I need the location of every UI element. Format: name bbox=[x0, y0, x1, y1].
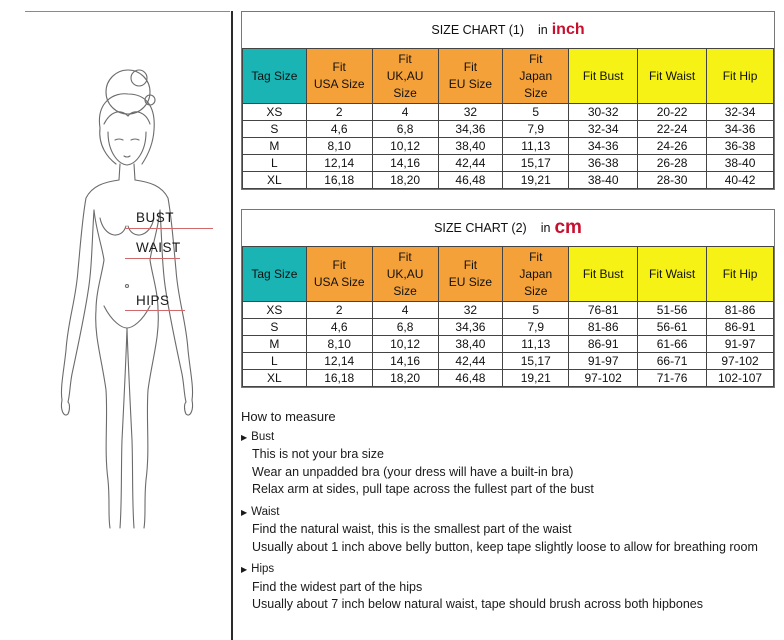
header-tag-size: Tag Size bbox=[243, 247, 307, 302]
table-cell: 11,13 bbox=[503, 336, 569, 353]
table-cell: 81-86 bbox=[569, 319, 638, 336]
table-cell: 8,10 bbox=[306, 336, 372, 353]
table-cell: 19,21 bbox=[503, 172, 569, 189]
table-cell: 5 bbox=[503, 104, 569, 121]
table-row bbox=[243, 104, 774, 121]
measure-bust-heading: ▶ Bust bbox=[241, 430, 275, 443]
table-cell: 34-36 bbox=[707, 121, 774, 138]
table-cell: 20-22 bbox=[638, 104, 707, 121]
table-cell: 12,14 bbox=[306, 353, 372, 370]
table-cell: 38-40 bbox=[707, 155, 774, 172]
table-cell: 10,12 bbox=[372, 336, 438, 353]
table-cell: 5 bbox=[503, 302, 569, 319]
table-cell: 18,20 bbox=[372, 172, 438, 189]
table-cell: 30-32 bbox=[569, 104, 638, 121]
table-cell: 81-86 bbox=[707, 302, 774, 319]
table-cell: 71-76 bbox=[638, 370, 707, 387]
table-row bbox=[243, 138, 774, 155]
table-cell: XL bbox=[243, 370, 307, 387]
header-fit-bust: Fit Bust bbox=[569, 247, 638, 302]
table-cell: 38-40 bbox=[569, 172, 638, 189]
measure-line: Usually about 1 inch above belly button, keep tape slightly loose to allow for breathing room bbox=[252, 539, 758, 554]
table-cell: 15,17 bbox=[503, 155, 569, 172]
size-table bbox=[242, 246, 774, 387]
table-cell: XL bbox=[243, 172, 307, 189]
table-cell: XS bbox=[243, 302, 307, 319]
table-row bbox=[243, 172, 774, 189]
vertical-divider bbox=[231, 11, 233, 640]
header-uk-au-size: Fit UK,AU Size bbox=[372, 247, 438, 302]
table-cell: 28-30 bbox=[638, 172, 707, 189]
table-cell: 14,16 bbox=[372, 155, 438, 172]
table-row bbox=[243, 155, 774, 172]
size-chart-inch bbox=[241, 11, 775, 190]
table-cell: 42,44 bbox=[438, 353, 503, 370]
table-cell: 15,17 bbox=[503, 353, 569, 370]
table-row bbox=[243, 353, 774, 370]
table-cell: L bbox=[243, 353, 307, 370]
top-rule bbox=[25, 11, 230, 12]
table-cell: 32 bbox=[438, 302, 503, 319]
table-cell: 14,16 bbox=[372, 353, 438, 370]
table-cell: 91-97 bbox=[707, 336, 774, 353]
hips-label: HIPS bbox=[136, 293, 170, 308]
table-row bbox=[243, 302, 774, 319]
header-usa-size: Fit USA Size bbox=[306, 49, 372, 104]
measure-line: Find the widest part of the hips bbox=[252, 579, 423, 594]
how-to-measure-heading: How to measure bbox=[241, 409, 336, 424]
table-cell: 86-91 bbox=[569, 336, 638, 353]
body-figure-illustration bbox=[38, 60, 218, 530]
header-uk-au-size: Fit UK,AU Size bbox=[372, 49, 438, 104]
header-fit-bust: Fit Bust bbox=[569, 49, 638, 104]
triangle-bullet-icon: ▶ bbox=[241, 565, 248, 574]
table-cell: S bbox=[243, 121, 307, 138]
size-chart-cm bbox=[241, 209, 775, 388]
table-cell: S bbox=[243, 319, 307, 336]
header-row bbox=[243, 247, 774, 302]
waist-indicator-line bbox=[125, 258, 180, 259]
table-cell: 7,9 bbox=[503, 319, 569, 336]
table-cell: 76-81 bbox=[569, 302, 638, 319]
measure-line: This is not your bra size bbox=[252, 447, 384, 461]
table-cell: 24-26 bbox=[638, 138, 707, 155]
table-cell: 97-102 bbox=[569, 370, 638, 387]
header-fit-hip: Fit Hip bbox=[707, 49, 774, 104]
table-cell: 36-38 bbox=[569, 155, 638, 172]
table-cell: 34-36 bbox=[569, 138, 638, 155]
table-cell: 2 bbox=[306, 104, 372, 121]
table-cell: 4,6 bbox=[306, 121, 372, 138]
table-cell: 19,21 bbox=[503, 370, 569, 387]
chart-title: SIZE CHART (1) bbox=[431, 23, 524, 37]
how-to-measure-section bbox=[241, 408, 781, 614]
header-row bbox=[243, 49, 774, 104]
table-cell: 51-56 bbox=[638, 302, 707, 319]
table-row bbox=[243, 319, 774, 336]
table-cell: 12,14 bbox=[306, 155, 372, 172]
table-row bbox=[243, 370, 774, 387]
table-cell: 16,18 bbox=[306, 370, 372, 387]
table-cell: 8,10 bbox=[306, 138, 372, 155]
table-cell: 10,12 bbox=[372, 138, 438, 155]
table-cell: 46,48 bbox=[438, 172, 503, 189]
table-row bbox=[243, 121, 774, 138]
table-cell: M bbox=[243, 138, 307, 155]
table-cell: 32-34 bbox=[707, 104, 774, 121]
waist-label: WAIST bbox=[136, 240, 181, 255]
table-cell: 86-91 bbox=[707, 319, 774, 336]
chart-unit-prefix: in bbox=[540, 221, 551, 235]
chart-unit: cm bbox=[554, 217, 582, 238]
table-cell: 34,36 bbox=[438, 319, 503, 336]
header-eu-size: Fit EU Size bbox=[438, 247, 503, 302]
table-cell: 38,40 bbox=[438, 138, 503, 155]
header-eu-size: Fit EU Size bbox=[438, 49, 503, 104]
table-cell: 66-71 bbox=[638, 353, 707, 370]
table-cell: 16,18 bbox=[306, 172, 372, 189]
table-cell: M bbox=[243, 336, 307, 353]
measure-line: Wear an unpadded bra (your dress will have a built-in bra) bbox=[252, 464, 574, 479]
hair-bun-shape bbox=[106, 70, 150, 114]
triangle-bullet-icon: ▶ bbox=[241, 432, 248, 442]
table-cell: 46,48 bbox=[438, 370, 503, 387]
table-cell: 26-28 bbox=[638, 155, 707, 172]
header-fit-waist: Fit Waist bbox=[638, 49, 707, 104]
measure-waist-heading: ▶ Waist bbox=[241, 505, 280, 518]
table-cell: 32 bbox=[438, 104, 503, 121]
bust-label: BUST bbox=[136, 210, 175, 225]
table-cell: 91-97 bbox=[569, 353, 638, 370]
table-cell: XS bbox=[243, 104, 307, 121]
measure-hips-heading: ▶ Hips bbox=[241, 563, 275, 575]
chart-unit-prefix: in bbox=[537, 23, 548, 37]
table-cell: 7,9 bbox=[503, 121, 569, 138]
chart-unit: inch bbox=[551, 21, 585, 38]
header-japan-size: Fit Japan Size bbox=[503, 49, 569, 104]
measure-line: Relax arm at sides, pull tape across the fullest part of the bust bbox=[252, 482, 594, 496]
header-usa-size: Fit USA Size bbox=[306, 247, 372, 302]
chart-title: SIZE CHART (2) bbox=[434, 221, 527, 235]
table-cell: 42,44 bbox=[438, 155, 503, 172]
table-cell: 61-66 bbox=[638, 336, 707, 353]
bust-indicator-line bbox=[125, 228, 213, 229]
table-cell: 6,8 bbox=[372, 319, 438, 336]
header-fit-hip: Fit Hip bbox=[707, 247, 774, 302]
size-table bbox=[242, 48, 774, 189]
triangle-bullet-icon: ▶ bbox=[241, 507, 248, 517]
hips-indicator-line bbox=[125, 310, 185, 311]
measure-line: Usually about 7 inch below natural waist, tape should brush across both hipbones bbox=[252, 597, 703, 611]
header-fit-waist: Fit Waist bbox=[638, 247, 707, 302]
table-cell: 40-42 bbox=[707, 172, 774, 189]
table-cell: 38,40 bbox=[438, 336, 503, 353]
header-tag-size: Tag Size bbox=[243, 49, 307, 104]
table-cell: 102-107 bbox=[707, 370, 774, 387]
table-cell: 4,6 bbox=[306, 319, 372, 336]
table-cell: 2 bbox=[306, 302, 372, 319]
table-cell: 34,36 bbox=[438, 121, 503, 138]
table-cell: 97-102 bbox=[707, 353, 774, 370]
table-cell: L bbox=[243, 155, 307, 172]
table-cell: 56-61 bbox=[638, 319, 707, 336]
table-cell: 6,8 bbox=[372, 121, 438, 138]
measure-line: Find the natural waist, this is the smallest part of the waist bbox=[252, 522, 572, 536]
table-cell: 36-38 bbox=[707, 138, 774, 155]
table-cell: 22-24 bbox=[638, 121, 707, 138]
table-cell: 4 bbox=[372, 104, 438, 121]
table-cell: 32-34 bbox=[569, 121, 638, 138]
table-cell: 11,13 bbox=[503, 138, 569, 155]
table-cell: 4 bbox=[372, 302, 438, 319]
chart-title-row bbox=[242, 210, 774, 246]
header-japan-size: Fit Japan Size bbox=[503, 247, 569, 302]
table-cell: 18,20 bbox=[372, 370, 438, 387]
chart-title-row bbox=[242, 12, 774, 48]
table-row bbox=[243, 336, 774, 353]
